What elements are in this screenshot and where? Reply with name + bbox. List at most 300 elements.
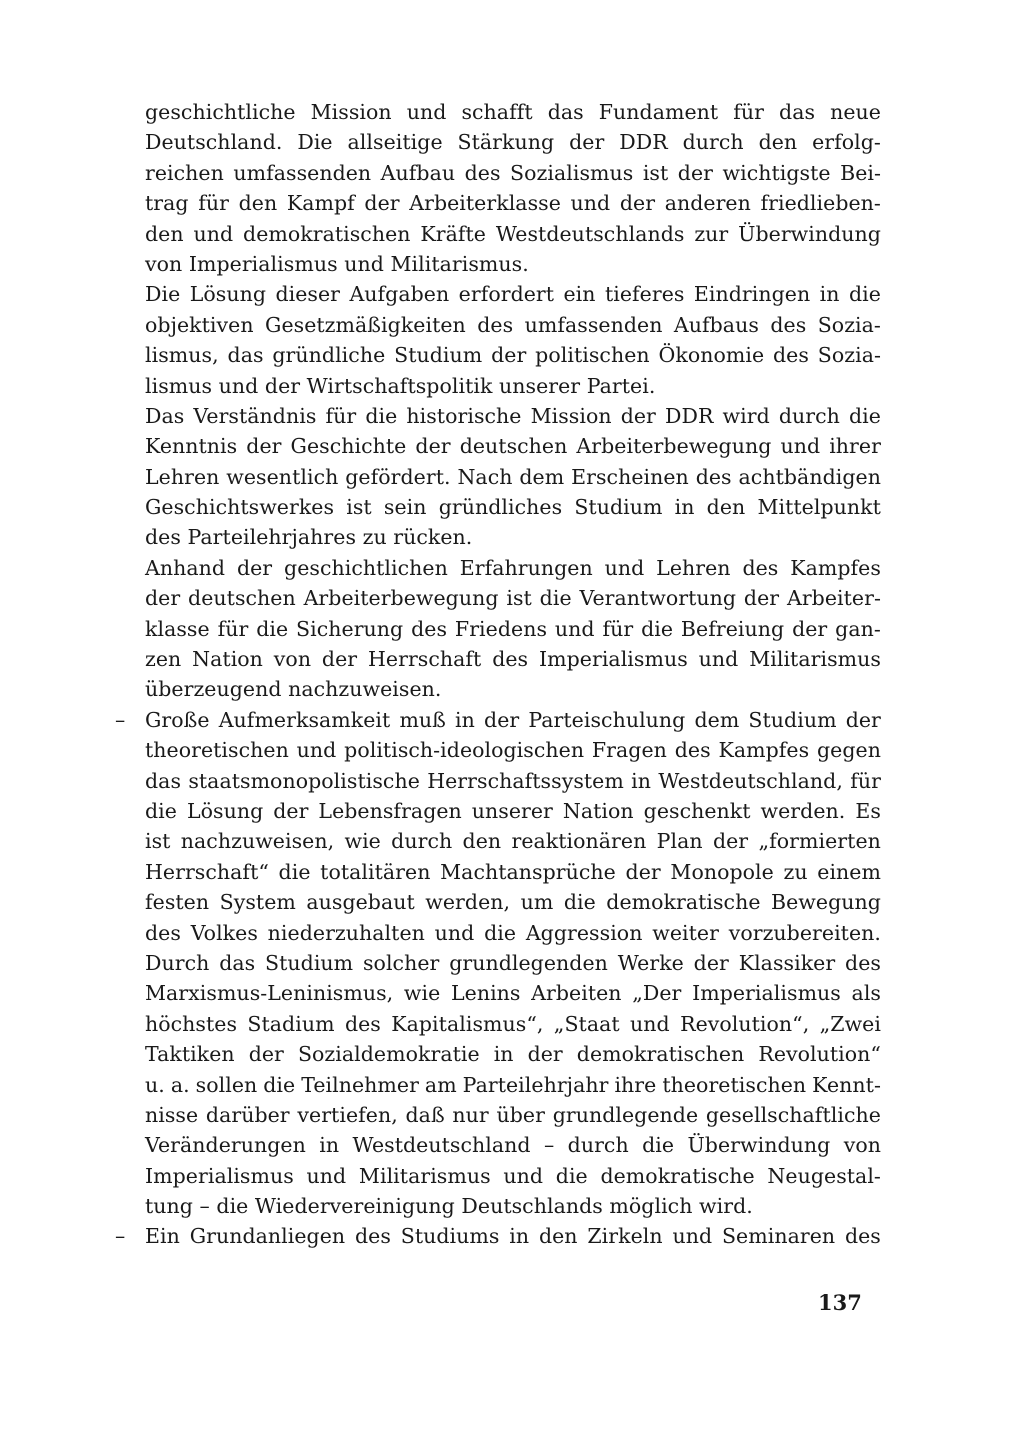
- text-line: [145, 735, 881, 765]
- word: und: [780, 434, 821, 459]
- word: des: [695, 464, 732, 489]
- word: ist: [506, 586, 532, 611]
- word: wie: [403, 981, 441, 1006]
- word: und: [554, 616, 595, 641]
- text-line: [145, 431, 881, 461]
- word: Lehren: [656, 555, 731, 580]
- word: Lösung: [186, 798, 264, 823]
- word: Aggression: [525, 920, 643, 945]
- word: Seminaren: [721, 1224, 836, 1249]
- word: und: [604, 555, 645, 580]
- word: Gesetzmäßigkeiten: [265, 312, 466, 337]
- word: politischen: [535, 343, 650, 368]
- text-line: [145, 219, 881, 249]
- text-line: [145, 948, 881, 978]
- body-text: [115, 97, 881, 1252]
- word: Imperialismus: [538, 647, 688, 672]
- text-line: [145, 1039, 881, 1069]
- word: die: [848, 282, 881, 307]
- word: und: [630, 1011, 670, 1036]
- word: den: [238, 191, 278, 216]
- word: die: [641, 616, 674, 641]
- text-line: [145, 340, 881, 370]
- word: der: [620, 403, 656, 428]
- word: Die: [297, 130, 333, 155]
- word: Arbeiterbewegung: [576, 434, 772, 459]
- word: friedlieben-: [760, 191, 881, 216]
- word: der: [484, 707, 520, 732]
- word: der: [273, 798, 309, 823]
- word: werden.: [760, 798, 846, 823]
- word: die: [539, 586, 572, 611]
- word: des: [477, 312, 514, 337]
- word: Herrschaftssystem: [427, 768, 624, 793]
- word: daß: [405, 1102, 445, 1127]
- word: Lenins: [450, 981, 521, 1006]
- word: vertiefen,: [297, 1102, 398, 1127]
- word: des: [354, 1224, 391, 1249]
- word: Marxismus-Leninismus,: [145, 981, 394, 1006]
- word: und: [570, 191, 611, 216]
- word: gefördert.: [345, 464, 451, 489]
- word: Kennt-: [812, 1072, 881, 1097]
- word: vorzubereiten.: [728, 920, 881, 945]
- word: Ein: [145, 1224, 180, 1249]
- word: solcher: [362, 950, 440, 975]
- word: geschichtlichen: [284, 555, 448, 580]
- word: und: [434, 920, 475, 945]
- word: des: [674, 738, 711, 763]
- list-dash: –: [115, 707, 126, 732]
- word: deutschen: [459, 434, 568, 459]
- word: umfassenden: [233, 160, 372, 185]
- text-line: [145, 249, 881, 279]
- text-line: [145, 310, 881, 340]
- word: darüber: [205, 1102, 290, 1127]
- word: die: [484, 920, 517, 945]
- word: das: [145, 768, 182, 793]
- word: Revolution“,: [680, 1011, 810, 1036]
- word: der: [236, 555, 273, 580]
- word: Monopole: [670, 859, 774, 884]
- word: dieser: [275, 282, 341, 307]
- text-line: [145, 1070, 881, 1100]
- word: Nach: [457, 464, 513, 489]
- text-line: [145, 978, 881, 1008]
- word: ist: [642, 160, 669, 185]
- word: grundlegende: [552, 1102, 699, 1127]
- word: Bei-: [840, 160, 881, 185]
- word: Imperialismus: [692, 981, 841, 1006]
- word: Westdeutschland,: [658, 768, 843, 793]
- word: der: [527, 1042, 563, 1067]
- word: Überwindung: [738, 221, 881, 246]
- word: Erscheinen: [571, 464, 689, 489]
- word: die: [642, 1133, 675, 1158]
- word: deutschen: [188, 586, 296, 611]
- word: tieferes: [604, 282, 685, 307]
- word: Plan: [656, 829, 703, 854]
- word: Lebensfragen: [318, 798, 462, 823]
- word: Aufmerksamkeit: [218, 707, 391, 732]
- text-line: [145, 766, 881, 796]
- word: Große: [145, 707, 210, 732]
- word: in: [631, 768, 652, 793]
- word: Überwindung: [687, 1133, 831, 1158]
- word: Aufbaus: [673, 312, 759, 337]
- text-line: [145, 674, 881, 704]
- word: Deutschland.: [145, 130, 283, 155]
- word: Arbeiterbewegung: [303, 586, 499, 611]
- text-line: [145, 127, 881, 157]
- word: wesentlich: [226, 464, 339, 489]
- word: die: [278, 859, 311, 884]
- word: der: [491, 343, 527, 368]
- word: des: [844, 1224, 881, 1249]
- word: wird: [722, 403, 770, 428]
- word: Mission: [310, 100, 392, 124]
- word: und: [698, 647, 739, 672]
- word: gan-: [835, 616, 881, 641]
- word: in: [455, 707, 475, 732]
- word: Herrschaft: [367, 647, 482, 672]
- word: theoretischen: [145, 738, 289, 763]
- word: Zirkeln: [587, 1224, 663, 1249]
- word: festen: [145, 890, 210, 915]
- word: grundlegenden: [449, 950, 608, 975]
- word: die: [555, 1163, 588, 1188]
- word: der: [145, 586, 181, 611]
- word: Arbeiter-: [786, 586, 881, 611]
- word: Sozialismus: [510, 160, 634, 185]
- line-text: überzeugend nachzuweisen.: [145, 677, 442, 702]
- text-line: [145, 158, 881, 188]
- word: Militarismus: [358, 1163, 491, 1188]
- word: „Der: [632, 981, 682, 1006]
- word: Es: [855, 798, 881, 823]
- word: die: [256, 616, 289, 641]
- word: allseitige: [347, 130, 443, 155]
- text-line: [115, 1221, 881, 1251]
- word: werden,: [425, 890, 511, 915]
- word: Studium: [748, 707, 837, 732]
- word: über: [496, 1102, 545, 1127]
- word: der: [845, 707, 881, 732]
- word: anderen: [664, 191, 751, 216]
- word: –: [543, 1133, 555, 1158]
- text-line: [145, 583, 881, 613]
- word: achtbändigen: [738, 464, 881, 489]
- word: theoretischen: [662, 1072, 807, 1097]
- word: Befreiung: [680, 616, 785, 641]
- word: zen: [145, 647, 182, 672]
- word: lismus,: [145, 343, 219, 368]
- word: Klassiker: [738, 950, 836, 975]
- word: für: [325, 403, 357, 428]
- word: Stärkung: [457, 130, 555, 155]
- word: das: [227, 343, 264, 368]
- word: Kenntnis: [145, 434, 238, 459]
- text-line: [145, 1130, 881, 1160]
- word: a.: [170, 1072, 190, 1097]
- word: des: [845, 950, 881, 975]
- word: Das: [145, 403, 185, 428]
- word: Bewegung: [771, 890, 881, 915]
- word: wichtigste: [722, 160, 831, 185]
- word: am: [424, 1072, 457, 1097]
- word: das: [219, 950, 256, 975]
- word: „formierten: [758, 829, 881, 854]
- page-number: 137: [818, 1290, 862, 1315]
- word: trag: [145, 191, 189, 216]
- text-line: [145, 1100, 881, 1130]
- word: Kampf: [286, 191, 355, 216]
- word: historische: [406, 403, 522, 428]
- word: reichen: [145, 160, 224, 185]
- word: gründliche: [272, 343, 386, 368]
- text-line: [145, 279, 881, 309]
- word: „Zwei: [819, 1011, 881, 1036]
- text-line: [145, 887, 881, 917]
- word: in: [819, 282, 840, 307]
- word: die: [848, 403, 881, 428]
- word: schafft: [461, 100, 533, 124]
- word: sein: [383, 495, 427, 520]
- word: demokratische: [600, 1163, 755, 1188]
- word: und: [503, 1163, 544, 1188]
- word: des: [772, 343, 809, 368]
- word: Sicherung: [296, 616, 404, 641]
- word: Verantwortung: [579, 586, 737, 611]
- word: und: [672, 1224, 713, 1249]
- text-line: [145, 522, 881, 552]
- word: Eindringen: [693, 282, 811, 307]
- word: den: [462, 829, 502, 854]
- word: durch: [778, 403, 840, 428]
- word: nur: [452, 1102, 489, 1127]
- word: u.: [145, 1072, 165, 1097]
- word: staatsmonopolistische: [188, 768, 420, 793]
- word: sollen: [195, 1072, 258, 1097]
- line-text: des Parteilehrjahres zu rücken.: [145, 525, 473, 550]
- word: neue: [830, 100, 881, 124]
- line-text: tung – die Wiedervereinigung Deutschlands möglich wird.: [145, 1194, 753, 1219]
- word: für: [733, 100, 764, 124]
- word: ausgebaut: [306, 890, 415, 915]
- list-dash: –: [115, 1224, 126, 1249]
- word: den: [538, 1224, 578, 1249]
- word: niederzuhalten: [267, 920, 425, 945]
- word: Revolution“: [758, 1042, 881, 1067]
- word: zur: [694, 221, 729, 246]
- word: Friedens: [454, 616, 548, 641]
- word: Kampfes: [790, 555, 881, 580]
- word: durch: [567, 1133, 629, 1158]
- word: geschenkt: [643, 798, 751, 823]
- word: Studium: [265, 950, 354, 975]
- word: um: [520, 890, 554, 915]
- word: höchstes: [145, 1011, 238, 1036]
- word: in: [493, 1042, 514, 1067]
- word: das: [547, 100, 584, 124]
- word: zu: [783, 859, 808, 884]
- word: in: [674, 495, 695, 520]
- word: Kampfes: [718, 738, 810, 763]
- word: von: [843, 1133, 881, 1158]
- word: unserer: [471, 798, 553, 823]
- word: Mission: [530, 403, 612, 428]
- word: Sozia-: [817, 312, 881, 337]
- word: demokratische: [606, 890, 761, 915]
- word: Kräfte: [420, 221, 486, 246]
- word: Nation: [192, 647, 263, 672]
- word: Aufgaben: [349, 282, 450, 307]
- word: des: [344, 1011, 381, 1036]
- word: die: [145, 798, 177, 823]
- word: Lösung: [189, 282, 267, 307]
- word: der: [625, 859, 661, 884]
- word: der: [792, 616, 828, 641]
- text-line: [145, 462, 881, 492]
- word: Geschichtswerkes: [145, 495, 335, 520]
- word: Machtansprüche: [440, 859, 616, 884]
- word: Militarismus: [749, 647, 881, 672]
- text-line: [145, 857, 881, 887]
- word: muß: [399, 707, 446, 732]
- word: Ökonomie: [658, 343, 765, 368]
- word: ist: [346, 495, 372, 520]
- text-line: [115, 705, 881, 735]
- word: Parteischulung: [528, 707, 686, 732]
- word: nachzuweisen,: [180, 829, 335, 854]
- word: Arbeiten: [531, 981, 622, 1006]
- text-line: [145, 492, 881, 522]
- word: Aufbau: [380, 160, 456, 185]
- word: erfordert: [458, 282, 555, 307]
- word: in: [509, 1224, 530, 1249]
- word: die: [263, 1072, 296, 1097]
- word: ihrer: [829, 434, 881, 459]
- word: der: [677, 160, 713, 185]
- text-line: [145, 1161, 881, 1191]
- word: durch: [391, 829, 453, 854]
- word: Taktiken: [145, 1042, 235, 1067]
- word: „Staat: [553, 1011, 620, 1036]
- word: Fragen: [591, 738, 667, 763]
- word: demokratischen: [576, 1042, 745, 1067]
- word: dem: [519, 464, 565, 489]
- word: des: [492, 647, 529, 672]
- word: der: [619, 191, 656, 216]
- word: und: [193, 221, 234, 246]
- word: den: [758, 130, 798, 155]
- text-line: [145, 1191, 881, 1221]
- word: demokratischen: [243, 221, 411, 246]
- word: Geschichte: [290, 434, 407, 459]
- word: den: [706, 495, 746, 520]
- text-line: [145, 826, 881, 856]
- word: dem: [694, 707, 740, 732]
- word: ein: [563, 282, 596, 307]
- word: System: [219, 890, 296, 915]
- word: Parteilehrjahr: [462, 1072, 609, 1097]
- word: Westdeutschlands: [495, 221, 685, 246]
- word: die: [365, 403, 398, 428]
- word: Veränderungen: [145, 1133, 306, 1158]
- word: des: [770, 312, 807, 337]
- word: des: [464, 160, 501, 185]
- text-line: [145, 401, 881, 431]
- word: Neugestal-: [767, 1163, 881, 1188]
- word: in: [319, 1133, 340, 1158]
- word: umfassenden: [524, 312, 663, 337]
- word: klasse: [145, 616, 210, 641]
- word: Studiums: [400, 1224, 500, 1249]
- word: Durch: [145, 950, 210, 975]
- word: den: [145, 221, 184, 246]
- word: politisch-ideologischen: [344, 738, 585, 763]
- word: als: [851, 981, 881, 1006]
- word: totalitären: [320, 859, 431, 884]
- word: Imperialismus: [145, 1163, 294, 1188]
- word: der: [248, 1042, 284, 1067]
- word: der: [246, 434, 282, 459]
- word: Studium: [394, 343, 483, 368]
- text-line: [145, 188, 881, 218]
- word: ist: [145, 829, 171, 854]
- word: Studium: [574, 495, 663, 520]
- word: ihre: [614, 1072, 657, 1097]
- text-line: [145, 614, 881, 644]
- word: Stadium: [247, 1011, 335, 1036]
- word: Volkes: [190, 920, 258, 945]
- word: Herrschaft“: [145, 859, 269, 884]
- word: Arbeiterklasse: [409, 191, 561, 216]
- word: DDR: [619, 130, 668, 155]
- word: der: [712, 829, 749, 854]
- text-line: [145, 97, 881, 127]
- word: reaktionären: [511, 829, 647, 854]
- word: weiter: [652, 920, 719, 945]
- word: Sozialdemokratie: [297, 1042, 480, 1067]
- word: der: [364, 191, 400, 216]
- word: Verständnis: [193, 403, 317, 428]
- word: erfolg-: [812, 130, 881, 155]
- word: Fundament: [598, 100, 719, 124]
- word: der: [693, 950, 729, 975]
- word: für: [198, 191, 229, 216]
- word: wie: [344, 829, 381, 854]
- word: Mittelpunkt: [757, 495, 881, 520]
- word: Lehren: [145, 464, 220, 489]
- text-line: [145, 371, 881, 401]
- word: Kapitalismus“,: [391, 1011, 544, 1036]
- word: für: [217, 616, 249, 641]
- word: des: [411, 616, 448, 641]
- word: Anhand: [145, 555, 226, 580]
- line-text: von Imperialismus und Militarismus.: [145, 251, 529, 276]
- word: der: [321, 647, 358, 672]
- word: des: [742, 555, 779, 580]
- word: gegen: [817, 738, 881, 763]
- line-text: lismus und der Wirtschaftspolitik unserer Partei.: [145, 373, 656, 398]
- word: einem: [817, 859, 881, 884]
- word: Erfahrungen: [459, 555, 593, 580]
- word: Teilnehmer: [301, 1072, 419, 1097]
- word: für: [602, 616, 634, 641]
- text-line: [145, 644, 881, 674]
- text-line: [145, 1009, 881, 1039]
